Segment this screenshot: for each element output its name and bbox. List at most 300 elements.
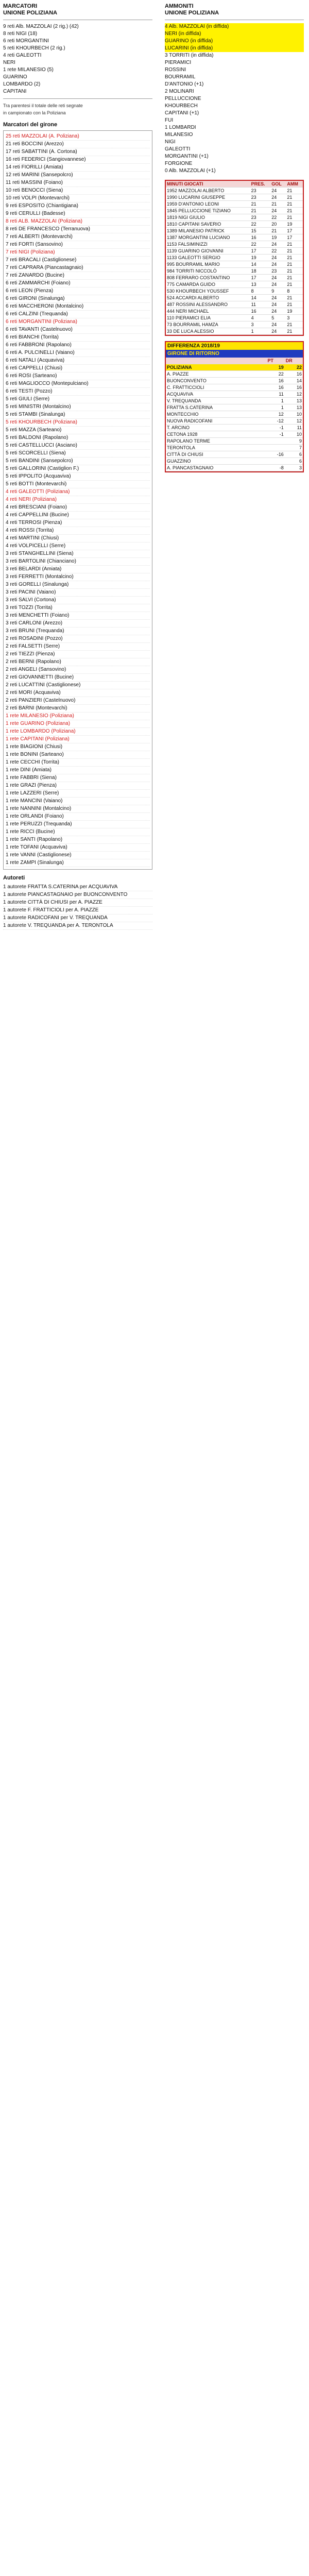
- cell-value: 3: [286, 315, 303, 321]
- cell-value: 23: [250, 188, 271, 194]
- table-row: [166, 308, 303, 315]
- girone-scorer-line: 6 reti MAGLIOCCO (Montepulciano): [6, 380, 150, 388]
- row-label: 984 TORRITI NICCOLÒ: [166, 268, 250, 275]
- cell-value: 16: [250, 308, 271, 315]
- table-row: [166, 378, 303, 384]
- row-label: 1133 GALEOTTI SERGIO: [166, 255, 250, 261]
- cell-value: 24: [270, 208, 286, 214]
- ammonito-line: GUARINO (in diffida): [165, 38, 213, 44]
- cell-value: 21: [286, 261, 303, 268]
- cell-value: 5: [270, 315, 286, 321]
- girone-scorer-line: 6 reti ROSI (Sarteano): [6, 372, 150, 380]
- girone-scorer-line: 2 reti FALSETTI (Serre): [6, 643, 150, 651]
- girone-scorer-line: 1 rete BONINI (Sarteano): [6, 751, 150, 759]
- cell-value: 8: [250, 288, 271, 295]
- table-row: [166, 404, 303, 411]
- girone-scorer-line: 12 reti MARINI (Sansepolcro): [6, 172, 150, 179]
- column-header: MINUTI GIOCATI: [166, 181, 250, 188]
- girone-scorer-line: 11 reti MASSINI (Foiano): [6, 179, 150, 187]
- girone-scorer-line: 5 reti GALLORINI (Castiglion F.): [6, 465, 150, 473]
- cell-value: 19: [270, 234, 286, 241]
- column-header: PRES.: [250, 181, 271, 188]
- row-label: 524 ACCARDI ALBERTO: [166, 295, 250, 301]
- scorer-line: LOMBARDO (2): [3, 81, 41, 87]
- cell-value: 9: [285, 438, 303, 445]
- section-subtitle-team: UNIONE POLIZIANA: [165, 10, 219, 16]
- girone-scorer-line: 2 reti MORI (Acquaviva): [6, 689, 150, 697]
- cell-value: 19: [267, 364, 285, 371]
- girone-scorer-line: 1 rete CECCHI (Torrita): [6, 759, 150, 767]
- cell-value: 19: [286, 221, 303, 228]
- girone-scorer-line: 1 rete ORLANDI (Foiano): [6, 813, 150, 821]
- cell-value: -12: [267, 418, 285, 425]
- ammonito-line: FORGIONE: [165, 161, 193, 166]
- girone-scorer-line: 4 reti VOLPICELLI (Serre): [6, 543, 150, 550]
- cell-value: 21: [286, 214, 303, 221]
- table-row: [166, 364, 303, 371]
- cell-value: 1: [267, 398, 285, 404]
- girone-scorer-line: 1 rete CAPITANI (Poliziana): [6, 736, 150, 743]
- girone-scorer-line: 6 reti CAPPELLI (Chiusi): [6, 365, 150, 372]
- table-row: [166, 458, 303, 465]
- table-row: [166, 221, 303, 228]
- section-subtitle-team: UNIONE POLIZIANA: [3, 10, 58, 16]
- cell-value: 1: [250, 328, 271, 335]
- girone-scorer-line: 5 reti GIULI (Serre): [6, 396, 150, 403]
- girone-scorer-line: 7 reti ZANARDO (Bucine): [6, 272, 150, 280]
- cell-value: 22: [250, 221, 271, 228]
- cell-value: 4: [250, 315, 271, 321]
- cell-value: 17: [286, 234, 303, 241]
- cell-value: -1: [267, 425, 285, 431]
- cell-value: 13: [250, 281, 271, 288]
- table-row: [166, 234, 303, 241]
- cell-value: 21: [286, 248, 303, 255]
- table-row: [166, 384, 303, 391]
- girone-scorer-line: 17 reti SABATTINI (A. Cortona): [6, 148, 150, 156]
- girone-scorer-line: 5 reti MINISTRI (Montalcino): [6, 403, 150, 411]
- girone-scorer-line: 4 reti ROSSI (Torrita): [6, 527, 150, 535]
- cell-value: 22: [250, 241, 271, 248]
- row-label: 487 ROSSINI ALESSANDRO: [166, 301, 250, 308]
- note-line-2: in campionato con la Poliziana: [3, 110, 66, 115]
- cell-value: 24: [270, 241, 286, 248]
- girone-scorer-line: 1 rete BIAGIONI (Chiusi): [6, 743, 150, 751]
- cell-value: 23: [250, 194, 271, 201]
- cell-value: 24: [270, 328, 286, 335]
- table-row: [166, 268, 303, 275]
- cell-value: 13: [285, 398, 303, 404]
- girone-scorer-line: 1 rete DINI (Amiata): [6, 767, 150, 774]
- girone-scorer-line: 7 reti BRACALI (Castiglionese): [6, 257, 150, 264]
- girone-scorer-line: 1 rete MILANESIO (Poliziana): [6, 713, 150, 720]
- girone-scorer-line: 4 reti CAPPELLINI (Bucine): [6, 512, 150, 519]
- row-label: 1952 MAZZOLAI ALBERTO: [166, 188, 250, 194]
- cell-value: 14: [250, 261, 271, 268]
- ammonito-line: 3 TORRITI (in diffida): [165, 53, 214, 58]
- autorete-line: 1 autorete PIANCASTAGNAIO per BUONCONVENTO: [3, 891, 152, 899]
- girone-scorers-list: [3, 130, 152, 870]
- girone-scorer-line: 2 reti LUCATTINI (Castiglionese): [6, 682, 150, 689]
- table-row: [166, 228, 303, 234]
- table-row: [166, 241, 303, 248]
- ammonito-line: MILANESIO: [165, 132, 193, 138]
- row-label: RAPOLANO TERME: [166, 438, 267, 445]
- scorer-line: NERI: [3, 60, 15, 65]
- table-row: [166, 425, 303, 431]
- girone-scorer-line: 25 reti MAZZOLAI (A. Poliziana): [6, 133, 150, 141]
- girone-scorer-line: 5 reti CASTELLUCCI (Asciano): [6, 442, 150, 450]
- cell-value: 23: [250, 214, 271, 221]
- cell-value: 16: [267, 384, 285, 391]
- column-header: PT: [267, 358, 285, 364]
- cell-value: 24: [270, 321, 286, 328]
- column-header: AMM: [286, 181, 303, 188]
- girone-scorer-line: 5 reti SCORCELLI (Siena): [6, 450, 150, 457]
- cell-value: 24: [270, 255, 286, 261]
- girone-scorer-line: 6 reti TESTI (Pozzo): [6, 388, 150, 396]
- cell-value: 6: [285, 451, 303, 458]
- cell-value: 21: [286, 188, 303, 194]
- girone-scorer-line: 4 reti MARTINI (Chiusi): [6, 535, 150, 543]
- girone-scorer-line: 6 reti NATALI (Acquaviva): [6, 357, 150, 365]
- cell-value: 8: [286, 288, 303, 295]
- girone-scorer-line: 4 reti GALEOTTI (Poliziana): [6, 488, 150, 496]
- table-row: [166, 281, 303, 288]
- girone-scorer-line: 1 rete ZAMPI (Sinalunga): [6, 859, 150, 867]
- girone-scorer-line: 1 rete MANCINI (Vaiano): [6, 798, 150, 805]
- ammonito-line: NIGI: [165, 139, 176, 145]
- scorer-line: 9 reti Alb. MAZZOLAI (2 rig.) (42): [3, 24, 79, 29]
- autorete-line: 1 autorete CITTÀ DI CHIUSI per A. PIAZZE: [3, 899, 152, 907]
- table-row: [166, 321, 303, 328]
- girone-scorer-line: 6 reti A. PULCINELLI (Vaiano): [6, 349, 150, 357]
- scorer-line: 5 reti KHOURBECH (2 rig.): [3, 45, 65, 51]
- ammonito-line: BOURRAMIL: [165, 74, 196, 80]
- scorer-line: 6 reti MORGANTINI: [3, 38, 49, 44]
- table-row: [166, 188, 303, 194]
- girone-scorer-line: 3 reti MENCHETTI (Foiano): [6, 612, 150, 620]
- scorer-line: GUARINO: [3, 74, 27, 80]
- girone-scorer-line: 7 reti NIGI (Poliziana): [6, 249, 150, 257]
- cell-value: 16: [285, 371, 303, 378]
- girone-scorer-line: 5 reti STAMBI (Sinalunga): [6, 411, 150, 419]
- table-row: [166, 208, 303, 214]
- row-label: A. PIAZZE: [166, 371, 267, 378]
- table-row: [166, 315, 303, 321]
- girone-scorer-line: 2 reti GIOVANNETTI (Bucine): [6, 674, 150, 682]
- autoreti-title: Autoreti: [3, 875, 25, 881]
- section-title-marcatori: MARCATORI: [3, 3, 38, 9]
- girone-scorer-line: 1 rete GUARINO (Poliziana): [6, 720, 150, 728]
- team-scorers-list: [3, 23, 152, 95]
- table-row: [166, 261, 303, 268]
- row-label: CITTÀ DI CHIUSI: [166, 451, 267, 458]
- cell-value: [267, 438, 285, 445]
- ammonito-line: PELLUCCIONE: [165, 96, 201, 101]
- cell-value: 22: [267, 371, 285, 378]
- row-label: 33 DE LUCA ALESSIO: [166, 328, 250, 335]
- cell-value: 15: [250, 228, 271, 234]
- girone-scorer-line: 2 reti ROSADINI (Pozzo): [6, 635, 150, 643]
- girone-scorer-line: 7 reti FORTI (Sansovino): [6, 241, 150, 249]
- row-label: 1153 FALSIMINIZZI: [166, 241, 250, 248]
- row-label: V. TREQUANDA: [166, 398, 267, 404]
- cell-value: 21: [286, 281, 303, 288]
- table-row: [166, 255, 303, 261]
- girone-scorer-line: 2 reti BERNI (Rapolano): [6, 658, 150, 666]
- column-header: DR: [285, 358, 303, 364]
- cell-value: 13: [285, 404, 303, 411]
- classifica-title: DIFFERENZA 2018/19: [166, 342, 303, 350]
- cell-value: 21: [286, 241, 303, 248]
- right-column: [165, 3, 304, 472]
- ammonito-line: D'ANTONIO (+1): [165, 81, 204, 87]
- girone-scorer-line: 1 rete TOFANI (Acquaviva): [6, 844, 150, 852]
- girone-scorer-line: 6 reti FABBRONI (Rapolano): [6, 342, 150, 349]
- girone-scorer-line: 6 reti MACCHERONI (Montalcino): [6, 303, 150, 311]
- ammonito-line: LUCARINI (in diffida): [165, 45, 213, 51]
- table-row: [166, 201, 303, 208]
- girone-scorer-line: 3 reti BRUNI (Trequanda): [6, 628, 150, 635]
- cell-value: -16: [267, 451, 285, 458]
- autoreti-list: [3, 884, 152, 930]
- classifica-table-header: [166, 358, 303, 364]
- girone-scorer-line: 5 reti KHOURBECH (Poliziana): [6, 419, 150, 427]
- cell-value: 21: [250, 208, 271, 214]
- cell-value: 22: [270, 248, 286, 255]
- girone-scorer-line: 1 rete LOMBARDO (Poliziana): [6, 728, 150, 736]
- girone-scorer-line: 2 reti TIEZZI (Pienza): [6, 651, 150, 658]
- girone-scorer-line: 10 reti BENOCCI (Siena): [6, 187, 150, 195]
- cell-value: 19: [286, 308, 303, 315]
- scorer-line: CAPITANI: [3, 89, 27, 94]
- row-label: POLIZIANA: [166, 364, 267, 371]
- cell-value: 24: [270, 301, 286, 308]
- cell-value: 11: [250, 301, 271, 308]
- table-row: [166, 438, 303, 445]
- cell-value: 16: [285, 384, 303, 391]
- row-label: MONTECCHIO: [166, 411, 267, 418]
- cell-value: 17: [250, 248, 271, 255]
- girone-scorer-line: 6 reti TAVANTI (Castelnuovo): [6, 326, 150, 334]
- cell-value: 12: [285, 418, 303, 425]
- row-label: NUOVA RADICOFANI: [166, 418, 267, 425]
- row-label: FRATTA S.CATERINA: [166, 404, 267, 411]
- cell-value: 17: [250, 275, 271, 281]
- row-label: 1387 MORGANTINI LUCIANO: [166, 234, 250, 241]
- row-label: 995 BOURRAMIL MARIO: [166, 261, 250, 268]
- row-label: 530 KHOURBECH YOUSSEF: [166, 288, 250, 295]
- cell-value: 3: [250, 321, 271, 328]
- girone-scorer-line: 14 reti FIORILLI (Amiata): [6, 164, 150, 172]
- girone-scorer-line: 2 reti BARNI (Montevarchi): [6, 705, 150, 713]
- girone-scorer-line: 10 reti VOLPI (Montevarchi): [6, 195, 150, 202]
- column-header: [166, 358, 267, 364]
- row-label: 808 FERRARO COSTANTINO: [166, 275, 250, 281]
- cell-value: 21: [286, 295, 303, 301]
- girone-scorer-line: 3 reti FERRETTI (Montalcino): [6, 573, 150, 581]
- cell-value: 9: [270, 288, 286, 295]
- minuti-table-header: [166, 181, 303, 188]
- table-row: [166, 465, 303, 471]
- girone-scorer-line: 3 reti TOZZI (Torrita): [6, 604, 150, 612]
- ammonito-line: 4 Alb. MAZZOLAI (in diffida): [165, 24, 229, 29]
- cell-value: 11: [285, 425, 303, 431]
- girone-scorer-line: 4 reti TERROSI (Pienza): [6, 519, 150, 527]
- cell-value: 12: [267, 411, 285, 418]
- girone-scorers-title: Marcatori del girone: [3, 122, 58, 128]
- cell-value: 21: [270, 201, 286, 208]
- table-row: [166, 295, 303, 301]
- row-label: GUAZZINO: [166, 458, 267, 465]
- girone-scorer-line: 5 reti BALDONI (Rapolano): [6, 434, 150, 442]
- divider: [3, 98, 152, 99]
- girone-scorer-line: 6 reti BIANCHI (Torrita): [6, 334, 150, 342]
- scorer-line: 1 rete MILANESIO (5): [3, 67, 54, 73]
- table-row: [166, 398, 303, 404]
- girone-scorer-line: 2 reti ANGELI (Sansovino): [6, 666, 150, 674]
- girone-scorer-line: 6 reti GIRONI (Sinalunga): [6, 295, 150, 303]
- row-label: 1139 GUARINO GIOVANNI: [166, 248, 250, 255]
- row-label: 1389 MILANESIO PATRICK: [166, 228, 250, 234]
- cell-value: 20: [270, 221, 286, 228]
- table-row: [166, 194, 303, 201]
- cell-value: 21: [286, 201, 303, 208]
- girone-scorer-line: 1 rete PERUZZI (Trequanda): [6, 821, 150, 828]
- cell-value: 21: [286, 208, 303, 214]
- table-row: [166, 451, 303, 458]
- row-label: 1810 CAPITANI SAVERIO: [166, 221, 250, 228]
- girone-scorer-line: 1 rete VANNI (Castiglionese): [6, 852, 150, 859]
- cell-value: 24: [270, 275, 286, 281]
- row-label: 110 PIERAMICI ELIA: [166, 315, 250, 321]
- cell-value: 21: [286, 255, 303, 261]
- minuti-table: [166, 181, 303, 335]
- ammonito-line: PIERAMICI: [165, 60, 192, 65]
- row-label: 1990 LUCARINI GIUSEPPE: [166, 194, 250, 201]
- cell-value: [267, 458, 285, 465]
- girone-scorer-line: 3 reti SALVI (Cortona): [6, 597, 150, 604]
- row-label: 1819 NIGI GIULIO: [166, 214, 250, 221]
- cell-value: 24: [270, 194, 286, 201]
- left-column: [3, 3, 152, 930]
- row-label: 775 CAMARDA GUIDO: [166, 281, 250, 288]
- cell-value: 10: [285, 431, 303, 438]
- girone-scorer-line: 5 reti IPPOLITO (Acquaviva): [6, 473, 150, 481]
- girone-scorer-line: 21 reti BOCCINI (Arezzo): [6, 141, 150, 148]
- girone-scorer-line: 5 reti BANDINI (Sansepolcro): [6, 457, 150, 465]
- cell-value: 14: [285, 378, 303, 384]
- girone-scorer-line: 2 reti PANZIERI (Castelnuovo): [6, 697, 150, 705]
- girone-scorer-line: 6 reti MORGANTINI (Poliziana): [6, 318, 150, 326]
- cell-value: 21: [286, 275, 303, 281]
- table-row: [166, 371, 303, 378]
- girone-scorer-line: 3 reti PACINI (Vaiano): [6, 589, 150, 597]
- scorer-line: 8 reti NIGI (18): [3, 31, 38, 37]
- note-line-1: Tra parentesi il totale delle reti segnate: [3, 103, 83, 108]
- row-label: 1845 PELLUCCIONE TIZIANO: [166, 208, 250, 214]
- row-label: 444 NERI MICHAEL: [166, 308, 250, 315]
- cell-value: 21: [286, 328, 303, 335]
- girone-scorer-line: 3 reti BARTOLINI (Chianciano): [6, 558, 150, 566]
- cell-value: -8: [267, 465, 285, 471]
- cell-value: 17: [286, 228, 303, 234]
- girone-scorer-line: 9 reti CERULLI (Badesse): [6, 210, 150, 218]
- table-row: [166, 328, 303, 335]
- ammonito-line: ROSSINI: [165, 67, 186, 73]
- row-label: ACQUAVIVA: [166, 391, 267, 398]
- cell-value: [267, 445, 285, 451]
- ammonito-line: 2 MOLINARI: [165, 89, 194, 94]
- classifica-table: [166, 358, 303, 471]
- cell-value: 21: [270, 228, 286, 234]
- girone-scorer-line: 8 reti ALB. MAZZOLAI (Poliziana): [6, 218, 150, 226]
- autorete-line: 1 autorete V. TREQUANDA per A. TERONTOLA: [3, 922, 152, 930]
- cell-value: 24: [270, 188, 286, 194]
- girone-scorer-line: 5 reti BOTTI (Montevarchi): [6, 481, 150, 488]
- girone-scorer-line: 1 rete SANTI (Rapolano): [6, 836, 150, 844]
- girone-scorer-line: 4 reti NERI (Poliziana): [6, 496, 150, 504]
- table-row: [166, 248, 303, 255]
- girone-scorer-line: 6 reti CALZINI (Trequanda): [6, 311, 150, 318]
- table-row: [166, 411, 303, 418]
- table-row: [166, 431, 303, 438]
- cell-value: 1: [267, 404, 285, 411]
- cell-value: 16: [250, 234, 271, 241]
- table-row: [166, 391, 303, 398]
- autorete-line: 1 autorete FRATTA S.CATERINA per ACQUAVIVA: [3, 884, 152, 891]
- ammonito-line: GALEOTTI: [165, 146, 191, 152]
- classifica-table-body: [166, 364, 303, 471]
- cell-value: 21: [286, 321, 303, 328]
- cell-value: 18: [250, 268, 271, 275]
- column-header: GOL: [270, 181, 286, 188]
- girone-scorer-line: 5 reti MAZZA (Sarteano): [6, 427, 150, 434]
- cell-value: 10: [285, 411, 303, 418]
- cell-value: 23: [270, 268, 286, 275]
- row-label: TERONTOLA: [166, 445, 267, 451]
- row-label: CETONA 1928: [166, 431, 267, 438]
- table-row: [166, 445, 303, 451]
- cell-value: 22: [285, 364, 303, 371]
- cell-value: 12: [285, 391, 303, 398]
- ammonito-line: CAPITANI (+1): [165, 110, 199, 116]
- cell-value: 24: [270, 308, 286, 315]
- cell-value: 21: [286, 194, 303, 201]
- cell-value: 21: [286, 301, 303, 308]
- girone-scorer-line: 6 reti LEON (Pienza): [6, 287, 150, 295]
- table-row: [166, 288, 303, 295]
- table-row: [166, 301, 303, 308]
- cell-value: 24: [270, 261, 286, 268]
- ammonito-line: FUI: [165, 117, 174, 123]
- cell-value: 19: [250, 255, 271, 261]
- row-label: BUONCONVENTO: [166, 378, 267, 384]
- girone-scorer-line: 1 rete NANNINI (Montalcino): [6, 805, 150, 813]
- row-label: 73 BOURRAMIL HAMZA: [166, 321, 250, 328]
- cell-value: 11: [267, 391, 285, 398]
- cell-value: 24: [270, 281, 286, 288]
- girone-scorer-line: 1 rete GRAZI (Pienza): [6, 782, 150, 790]
- cell-value: 24: [270, 295, 286, 301]
- ammonito-line: 0 Alb. MAZZOLAI (+1): [165, 168, 216, 174]
- girone-scorer-line: 7 reti ALBERTI (Montevarchi): [6, 233, 150, 241]
- cell-value: 3: [285, 465, 303, 471]
- table-row: [166, 214, 303, 221]
- section-title-ammoniti: AMMONITI: [165, 3, 194, 9]
- row-label: 1959 D'ANTONIO LEONI: [166, 201, 250, 208]
